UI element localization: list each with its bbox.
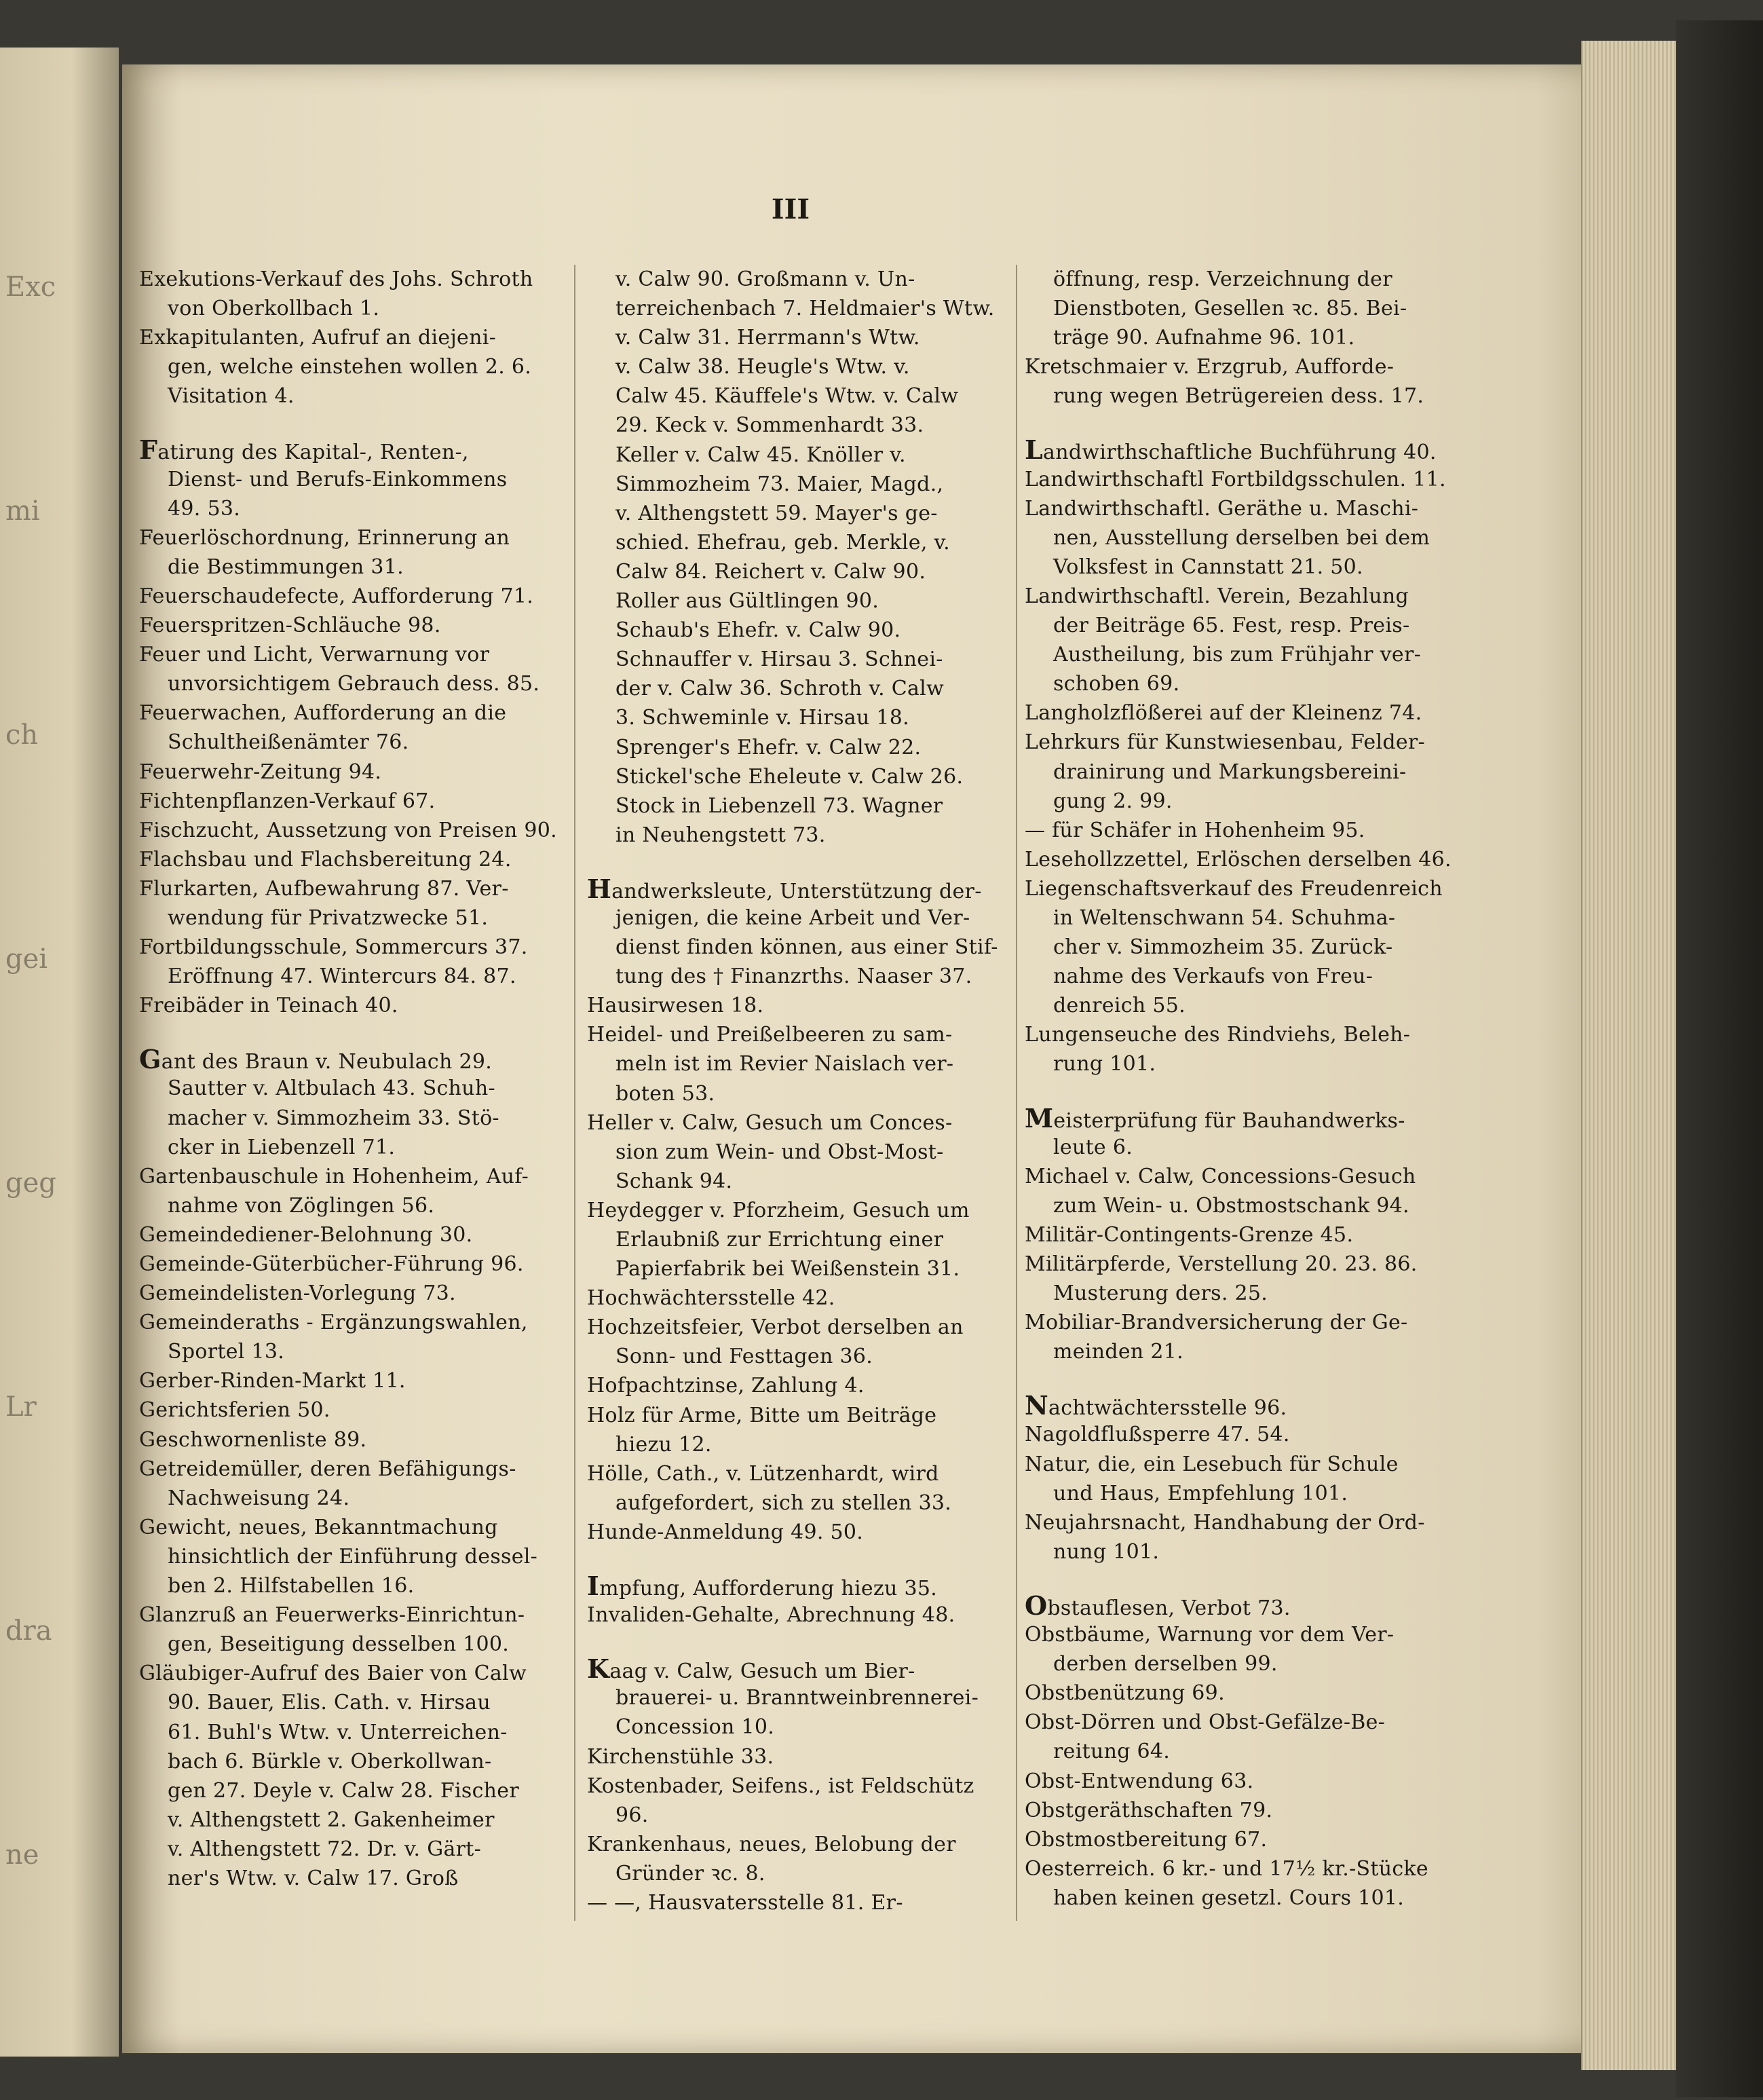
index-line: Freibäder in Teinach 40. — [139, 994, 398, 1018]
index-line: Gemeinde-Güterbücher-Führung 96. — [139, 1252, 524, 1276]
section-gap — [139, 411, 573, 423]
left-page-fragment: Exc — [5, 271, 56, 303]
index-line: Dienstboten, Gesellen ꝛc. 85. Bei- — [1053, 297, 1407, 321]
page-number: III — [771, 193, 810, 225]
index-line: Lesehollzzettel, Erlöschen derselben 46. — [1025, 847, 1452, 871]
index-line: gen 27. Deyle v. Calw 28. Fischer — [168, 1778, 519, 1803]
index-section-start: Impfung, Aufforderung hiezu 35. — [587, 1571, 938, 1601]
index-line: schied. Ehefrau, geb. Merkle, v. — [615, 530, 951, 555]
index-line: hinsichtlich der Einführung dessel- — [168, 1544, 538, 1569]
index-line: Nagoldflußsperre 47. 54. — [1025, 1423, 1290, 1447]
index-line: cher v. Simmozheim 35. Zurück- — [1053, 935, 1393, 960]
index-line: nung 101. — [1053, 1539, 1160, 1564]
index-line: Feuer und Licht, Verwarnung vor — [139, 643, 490, 667]
index-line: Kostenbader, Seifens., ist Feldschütz — [587, 1774, 974, 1798]
index-line: Feuerlöschordnung, Erinnerung an — [139, 525, 510, 550]
index-line: unvorsichtigem Gebrauch dess. 85. — [168, 672, 540, 696]
index-line: aufgefordert, sich zu stellen 33. — [615, 1490, 952, 1515]
left-page-fragment: ch — [5, 719, 39, 751]
index-line: Musterung ders. 25. — [1053, 1281, 1268, 1306]
index-line: Holz für Arme, Bitte um Beiträge — [587, 1403, 937, 1427]
index-line: Mobiliar-Brandversicherung der Ge- — [1025, 1311, 1408, 1335]
index-line: Invaliden-Gehalte, Abrechnung 48. — [587, 1603, 955, 1628]
index-line: Simmozheim 73. Maier, Magd., — [615, 472, 944, 496]
index-line: Heydegger v. Pforzheim, Gesuch um — [587, 1198, 970, 1222]
index-line: öffnung, resp. Verzeichnung der — [1053, 267, 1392, 291]
section-initial: K — [587, 1654, 610, 1684]
left-page-fragment: mi — [5, 495, 40, 527]
index-line: Sportel 13. — [168, 1340, 285, 1364]
index-line: träge 90. Aufnahme 96. 101. — [1053, 326, 1355, 350]
index-line: Concession 10. — [615, 1715, 775, 1740]
index-line: Papierfabrik bei Weißenstein 31. — [615, 1257, 960, 1281]
index-line: Exekutions-Verkauf des Johs. Schroth — [139, 267, 533, 291]
index-line: Dienst- und Berufs-Einkommens — [168, 467, 508, 491]
index-line: Obstgeräthschaften 79. — [1025, 1798, 1273, 1822]
index-line: Obstmostbereitung 67. — [1025, 1827, 1268, 1852]
index-line: Heller v. Calw, Gesuch um Conces- — [587, 1110, 953, 1135]
index-line: Landwirthschaftl. Verein, Bezahlung — [1025, 584, 1409, 608]
index-line: Eröffnung 47. Wintercurs 84. 87. — [168, 964, 516, 989]
index-line: wendung für Privatzwecke 51. — [168, 905, 489, 930]
index-line: v. Althengstett 59. Mayer's ge- — [615, 501, 938, 525]
index-line: Austheilung, bis zum Frühjahr ver- — [1053, 643, 1422, 667]
index-section-start: Nachtwächtersstelle 96. — [1025, 1391, 1287, 1421]
index-line: reitung 64. — [1053, 1740, 1171, 1764]
left-page-fragment: geg — [5, 1167, 56, 1199]
index-line: 3. Schweminle v. Hirsau 18. — [615, 706, 910, 730]
index-line: v. Calw 31. Herrmann's Wtw. — [615, 326, 920, 350]
column-divider — [574, 265, 575, 1921]
index-line: Hunde-Anmeldung 49. 50. — [587, 1520, 864, 1544]
index-line: Militär-Contingents-Grenze 45. — [1025, 1222, 1354, 1247]
index-line: Hofpachtzinse, Zahlung 4. — [587, 1374, 865, 1398]
index-line: Gerber-Rinden-Markt 11. — [139, 1369, 406, 1393]
index-line: Gemeindelisten-Vorlegung 73. — [139, 1281, 456, 1306]
index-line: nahme von Zöglingen 56. — [168, 1193, 435, 1218]
index-line: in Weltenschwann 54. Schuhma- — [1053, 905, 1396, 930]
index-line: Volksfest in Cannstatt 21. 50. — [1053, 555, 1363, 579]
section-gap — [1025, 1366, 1452, 1379]
index-line: zum Wein- u. Obstmostschank 94. — [1053, 1193, 1409, 1218]
index-line: Sonn- und Festtagen 36. — [615, 1345, 873, 1369]
index-line: Stickel'sche Eheleute v. Calw 26. — [615, 764, 964, 789]
index-line: Feuerwachen, Aufforderung an die — [139, 701, 507, 726]
index-line: Obst-Dörren und Obst-Gefälze-Be- — [1025, 1710, 1386, 1735]
index-line: boten 53. — [615, 1081, 715, 1106]
index-line: nen, Ausstellung derselben bei dem — [1053, 525, 1430, 550]
index-line: v. Althengstett 2. Gakenheimer — [168, 1807, 495, 1832]
index-line: Heidel- und Preißelbeeren zu sam- — [587, 1023, 953, 1047]
index-line: Schaub's Ehefr. v. Calw 90. — [615, 618, 901, 643]
index-line: ner's Wtw. v. Calw 17. Groß — [168, 1866, 459, 1890]
index-line: Gründer ꝛc. 8. — [615, 1861, 765, 1886]
index-line: die Bestimmungen 31. — [168, 555, 404, 579]
index-line: 49. 53. — [168, 496, 241, 521]
index-line: Glanzruß an Feuerwerks-Einrichtun- — [139, 1603, 525, 1628]
book-cover — [1676, 20, 1763, 2097]
index-line: Gläubiger-Aufruf des Baier von Calw — [139, 1662, 527, 1686]
index-line: Kretschmaier v. Erzgrub, Aufforde- — [1025, 355, 1395, 379]
index-line: v. Althengstett 72. Dr. v. Gärt- — [168, 1837, 482, 1861]
index-line: leute 6. — [1053, 1135, 1133, 1159]
index-line: gen, welche einstehen wollen 2. 6. — [168, 355, 532, 379]
index-line: Kirchenstühle 33. — [587, 1744, 774, 1769]
index-line: denreich 55. — [1053, 994, 1186, 1018]
index-section-start: Gant des Braun v. Neubulach 29. — [139, 1045, 493, 1074]
index-line: Getreidemüller, deren Befähigungs- — [139, 1457, 516, 1481]
section-initial: O — [1025, 1590, 1048, 1621]
index-line: Stock in Liebenzell 73. Wagner — [615, 793, 943, 818]
index-line: Feuerspritzen-Schläuche 98. — [139, 614, 441, 638]
section-gap — [587, 1547, 1008, 1559]
index-line: 29. Keck v. Sommenhardt 33. — [615, 413, 924, 438]
index-line: jenigen, die keine Arbeit und Ver- — [615, 905, 970, 930]
index-section-start: Fatirung des Kapital-, Renten-, — [139, 435, 469, 465]
index-line: v. Calw 38. Heugle's Wtw. v. — [615, 355, 910, 379]
index-line: Hölle, Cath., v. Lützenhardt, wird — [587, 1461, 939, 1486]
index-section-start: Kaag v. Calw, Gesuch um Bier- — [587, 1654, 915, 1684]
index-line: cker in Liebenzell 71. — [168, 1135, 396, 1159]
index-line: und Haus, Empfehlung 101. — [1053, 1481, 1348, 1505]
index-line: Schnauffer v. Hirsau 3. Schnei- — [615, 648, 943, 672]
index-line: Sautter v. Altbulach 43. Schuh- — [168, 1076, 495, 1101]
section-initial: N — [1025, 1391, 1049, 1421]
index-line: ben 2. Hilfstabellen 16. — [168, 1574, 415, 1598]
index-line: 96. — [615, 1803, 649, 1827]
index-line: Obst-Entwendung 63. — [1025, 1769, 1254, 1793]
index-line: tung des † Finanzrths. Naaser 37. — [615, 964, 972, 989]
index-line: Exkapitulanten, Aufruf an diejeni- — [139, 326, 497, 350]
index-line: Hochwächtersstelle 42. — [587, 1286, 835, 1311]
section-initial: F — [139, 435, 158, 465]
index-line: Calw 84. Reichert v. Calw 90. — [615, 559, 926, 584]
section-gap — [587, 850, 1008, 862]
index-column-1 — [139, 265, 573, 1893]
section-initial: G — [139, 1045, 162, 1074]
index-line: hiezu 12. — [615, 1432, 712, 1457]
index-line: Lehrkurs für Kunstwiesenbau, Felder- — [1025, 730, 1425, 755]
left-page-fragment: ne — [5, 1839, 39, 1871]
index-line: Neujahrsnacht, Handhabung der Ord- — [1025, 1510, 1425, 1535]
index-line: Roller aus Gültlingen 90. — [615, 589, 879, 614]
index-line: Gemeindediener-Belohnung 30. — [139, 1222, 473, 1247]
index-line: Gartenbauschule in Hohenheim, Auf- — [139, 1164, 529, 1188]
left-page-fragment: dra — [5, 1615, 52, 1647]
index-line: Gemeinderaths - Ergänzungswahlen, — [139, 1311, 528, 1335]
index-line: schoben 69. — [1053, 672, 1180, 696]
left-page-edge — [0, 48, 119, 2057]
section-initial: M — [1025, 1103, 1054, 1133]
index-line: meln ist im Revier Naislach ver- — [615, 1052, 954, 1076]
index-section-start: Obstauflesen, Verbot 73. — [1025, 1590, 1291, 1621]
index-line: Oesterreich. 6 kr.- und 17½ kr.-Stücke — [1025, 1856, 1428, 1881]
index-line: Landwirthschaftl. Geräthe u. Maschi- — [1025, 496, 1419, 521]
index-line: nahme des Verkaufs von Freu- — [1053, 964, 1373, 989]
index-line: Gewicht, neues, Bekanntmachung — [139, 1515, 498, 1539]
index-line: Keller v. Calw 45. Knöller v. — [615, 443, 906, 467]
page-block-edge — [1581, 41, 1684, 2070]
index-line: Lungenseuche des Rindviehs, Beleh- — [1025, 1023, 1411, 1047]
index-line: dienst finden können, aus einer Stif- — [615, 935, 998, 960]
index-line: Erlaubniß zur Errichtung einer — [615, 1228, 944, 1252]
section-initial: L — [1025, 435, 1044, 465]
section-gap — [1025, 1079, 1452, 1091]
index-column-2 — [587, 265, 1008, 1917]
section-gap — [1025, 1567, 1452, 1579]
index-line: Calw 45. Käuffele's Wtw. v. Calw — [615, 384, 959, 409]
index-line: Natur, die, ein Lesebuch für Schule — [1025, 1452, 1399, 1476]
index-line: 90. Bauer, Elis. Cath. v. Hirsau — [168, 1691, 491, 1715]
index-line: Liegenschaftsverkauf des Freudenreich — [1025, 876, 1443, 901]
index-line: terreichenbach 7. Heldmaier's Wtw. — [615, 297, 995, 321]
index-line: Obstbenützung 69. — [1025, 1681, 1225, 1706]
section-initial: H — [587, 874, 612, 903]
index-line: Geschwornenliste 89. — [139, 1427, 367, 1452]
index-line: macher v. Simmozheim 33. Stö- — [168, 1106, 499, 1130]
index-line: Feuerschaudefecte, Aufforderung 71. — [139, 584, 534, 608]
index-line: meinden 21. — [1053, 1340, 1183, 1364]
section-gap — [1025, 411, 1452, 423]
index-line: — —, Hausvatersstelle 81. Er- — [587, 1890, 903, 1915]
index-line: Sprenger's Ehefr. v. Calw 22. — [615, 735, 922, 760]
index-section-start: Meisterprüfung für Bauhandwerks- — [1025, 1103, 1405, 1133]
index-line: gen, Beseitigung desselben 100. — [168, 1632, 510, 1657]
index-line: Langholzflößerei auf der Kleinenz 74. — [1025, 701, 1422, 726]
index-line: brauerei- u. Branntweinbrennerei- — [615, 1686, 979, 1710]
index-line: der Beiträge 65. Fest, resp. Preis- — [1053, 614, 1410, 638]
index-line: bach 6. Bürkle v. Oberkollwan- — [168, 1749, 492, 1774]
section-gap — [587, 1630, 1008, 1642]
index-line: rung wegen Betrügereien dess. 17. — [1053, 384, 1424, 409]
index-line: Visitation 4. — [168, 384, 295, 409]
index-section-start: Landwirthschaftliche Buchführung 40. — [1025, 435, 1437, 465]
index-line: 61. Buhl's Wtw. v. Unterreichen- — [168, 1720, 508, 1744]
index-line: Flachsbau und Flachsbereitung 24. — [139, 847, 512, 871]
index-line: Hochzeitsfeier, Verbot derselben an — [587, 1315, 964, 1340]
index-line: Fischzucht, Aussetzung von Preisen 90. — [139, 818, 557, 842]
index-line: Hausirwesen 18. — [587, 994, 764, 1018]
index-line: Landwirthschaftl Fortbildgsschulen. 11. — [1025, 467, 1446, 491]
index-line: Flurkarten, Aufbewahrung 87. Ver- — [139, 876, 509, 901]
index-line: haben keinen gesetzl. Cours 101. — [1053, 1886, 1405, 1910]
index-line: Gerichtsferien 50. — [139, 1398, 330, 1423]
index-line: v. Calw 90. Großmann v. Un- — [615, 267, 915, 291]
index-line: Fichtenpflanzen-Verkauf 67. — [139, 789, 436, 813]
index-line: Michael v. Calw, Concessions-Gesuch — [1025, 1164, 1416, 1188]
index-line: Obstbäume, Warnung vor dem Ver- — [1025, 1623, 1395, 1647]
index-line: Schultheißenämter 76. — [168, 730, 409, 755]
column-divider — [1016, 265, 1017, 1921]
index-line: Nachweisung 24. — [168, 1486, 350, 1510]
index-line: rung 101. — [1053, 1052, 1156, 1076]
index-line: drainirung und Markungsbereini- — [1053, 760, 1407, 784]
index-line: in Neuhengstett 73. — [615, 823, 826, 847]
index-line: derben derselben 99. — [1053, 1652, 1278, 1676]
left-page-fragment: Lr — [5, 1391, 37, 1423]
index-line: sion zum Wein- und Obst-Most- — [615, 1140, 944, 1164]
index-line: Krankenhaus, neues, Belobung der — [587, 1832, 956, 1856]
index-line: der v. Calw 36. Schroth v. Calw — [615, 677, 945, 701]
index-line: Schank 94. — [615, 1169, 733, 1193]
index-section-start: Handwerksleute, Unterstützung der- — [587, 874, 982, 903]
index-line: von Oberkollbach 1. — [168, 297, 380, 321]
index-line: gung 2. 99. — [1053, 789, 1173, 813]
index-line: Feuerwehr-Zeitung 94. — [139, 760, 382, 784]
index-line: — für Schäfer in Hohenheim 95. — [1025, 818, 1365, 842]
index-line: Fortbildungsschule, Sommercurs 37. — [139, 935, 528, 960]
left-page-fragment: gei — [5, 943, 48, 975]
section-gap — [139, 1020, 573, 1032]
index-line: Militärpferde, Verstellung 20. 23. 86. — [1025, 1252, 1418, 1276]
index-column-3 — [1025, 265, 1452, 1913]
section-initial: I — [587, 1571, 600, 1601]
